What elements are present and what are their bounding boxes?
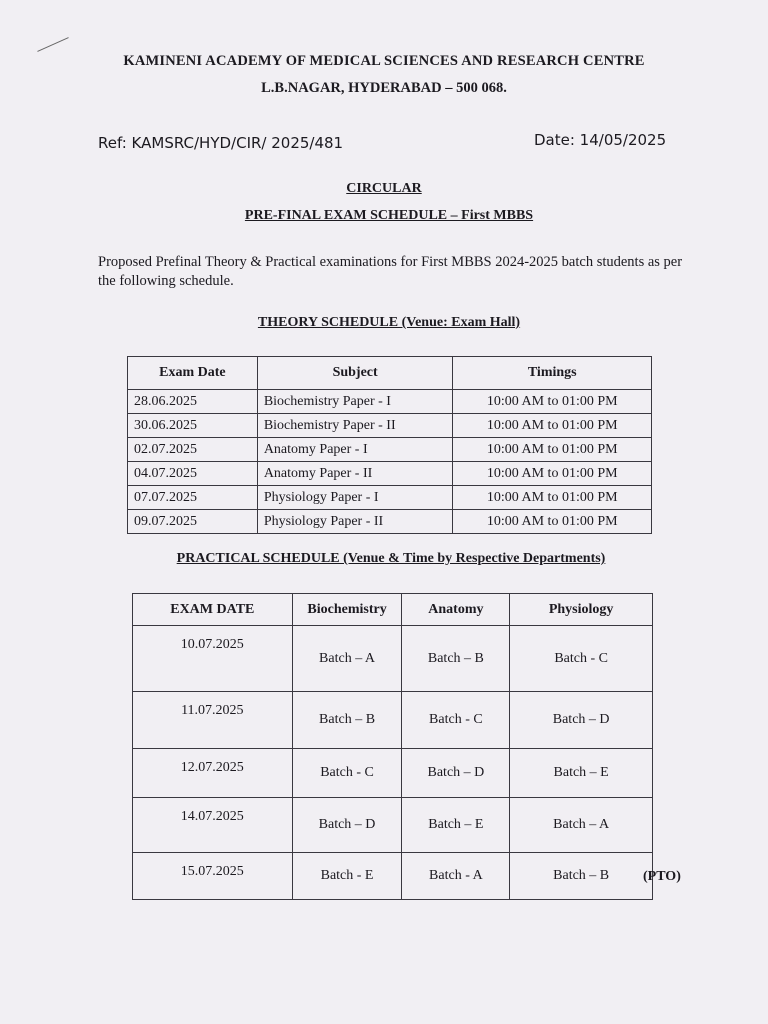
table-row — [128, 486, 652, 510]
physiology-batch-cell: Batch – A — [510, 798, 653, 853]
practical-schedule-heading: PRACTICAL SCHEDULE (Venue & Time by Respective Departments) — [176, 551, 606, 566]
circular-title: CIRCULAR — [346, 181, 422, 196]
table-row — [128, 462, 652, 486]
column-header: Timings — [453, 357, 652, 390]
institution-name: KAMINENI ACADEMY OF MEDICAL SCIENCES AND RESEARCH CENTRE — [123, 53, 645, 69]
table-row — [133, 626, 653, 692]
column-header: EXAM DATE — [133, 594, 293, 626]
table-row — [133, 798, 653, 853]
table-row — [133, 749, 653, 798]
physiology-batch-cell: Batch – D — [510, 692, 653, 749]
anatomy-batch-cell: Batch - A — [402, 853, 510, 900]
table-header-row — [128, 357, 652, 390]
exam-date-cell: 30.06.2025 — [128, 414, 258, 438]
exam-date-cell: 28.06.2025 — [128, 390, 258, 414]
exam-date-cell: 12.07.2025 — [133, 749, 293, 798]
exam-date-cell: 09.07.2025 — [128, 510, 258, 534]
circular-date: Date: 14/05/2025 — [534, 131, 667, 149]
column-header: Exam Date — [128, 357, 258, 390]
column-header: Biochemistry — [292, 594, 402, 626]
pto-note: (PTO) — [643, 869, 681, 884]
exam-date-cell: 15.07.2025 — [133, 853, 293, 900]
table-header-row — [133, 594, 653, 626]
exam-date-cell: 02.07.2025 — [128, 438, 258, 462]
exam-schedule-title: PRE-FINAL EXAM SCHEDULE – First MBBS — [244, 208, 534, 223]
subject-cell: Biochemistry Paper - I — [257, 390, 453, 414]
column-header: Anatomy — [402, 594, 510, 626]
exam-date-cell: 07.07.2025 — [128, 486, 258, 510]
exam-date-cell: 11.07.2025 — [133, 692, 293, 749]
theory-schedule-table — [127, 356, 652, 534]
anatomy-batch-cell: Batch – B — [402, 626, 510, 692]
institution-address: L.B.NAGAR, HYDERABAD – 500 068. — [261, 80, 507, 96]
exam-date-cell: 14.07.2025 — [133, 798, 293, 853]
timing-cell: 10:00 AM to 01:00 PM — [453, 438, 652, 462]
biochemistry-batch-cell: Batch – D — [292, 798, 402, 853]
subject-cell: Physiology Paper - I — [257, 486, 453, 510]
physiology-batch-cell: Batch – E — [510, 749, 653, 798]
physiology-batch-cell: Batch - C — [510, 626, 653, 692]
table-row — [128, 438, 652, 462]
anatomy-batch-cell: Batch - C — [402, 692, 510, 749]
table-row — [128, 510, 652, 534]
anatomy-batch-cell: Batch – E — [402, 798, 510, 853]
column-header: Subject — [257, 357, 453, 390]
biochemistry-batch-cell: Batch - E — [292, 853, 402, 900]
theory-schedule-heading: THEORY SCHEDULE (Venue: Exam Hall) — [257, 315, 521, 330]
timing-cell: 10:00 AM to 01:00 PM — [453, 462, 652, 486]
timing-cell: 10:00 AM to 01:00 PM — [453, 510, 652, 534]
subject-cell: Biochemistry Paper - II — [257, 414, 453, 438]
subject-cell: Physiology Paper - II — [257, 510, 453, 534]
timing-cell: 10:00 AM to 01:00 PM — [453, 486, 652, 510]
timing-cell: 10:00 AM to 01:00 PM — [453, 414, 652, 438]
subject-cell: Anatomy Paper - II — [257, 462, 453, 486]
anatomy-batch-cell: Batch – D — [402, 749, 510, 798]
practical-schedule-table — [132, 593, 653, 900]
exam-date-cell: 04.07.2025 — [128, 462, 258, 486]
column-header: Physiology — [510, 594, 653, 626]
table-row — [128, 390, 652, 414]
biochemistry-batch-cell: Batch - C — [292, 749, 402, 798]
biochemistry-batch-cell: Batch – B — [292, 692, 402, 749]
physiology-batch-cell: Batch – B — [510, 853, 653, 900]
reference-number: Ref: KAMSRC/HYD/CIR/ 2025/481 — [98, 134, 344, 152]
intro-paragraph: Proposed Prefinal Theory & Practical examinations for First MBBS 2024-2025 batch students as per the following schedule. — [98, 254, 683, 289]
subject-cell: Anatomy Paper - I — [257, 438, 453, 462]
exam-date-cell: 10.07.2025 — [133, 626, 293, 692]
table-row — [133, 853, 653, 900]
pen-mark — [37, 37, 68, 52]
table-row — [128, 414, 652, 438]
table-row — [133, 692, 653, 749]
biochemistry-batch-cell: Batch – A — [292, 626, 402, 692]
timing-cell: 10:00 AM to 01:00 PM — [453, 390, 652, 414]
